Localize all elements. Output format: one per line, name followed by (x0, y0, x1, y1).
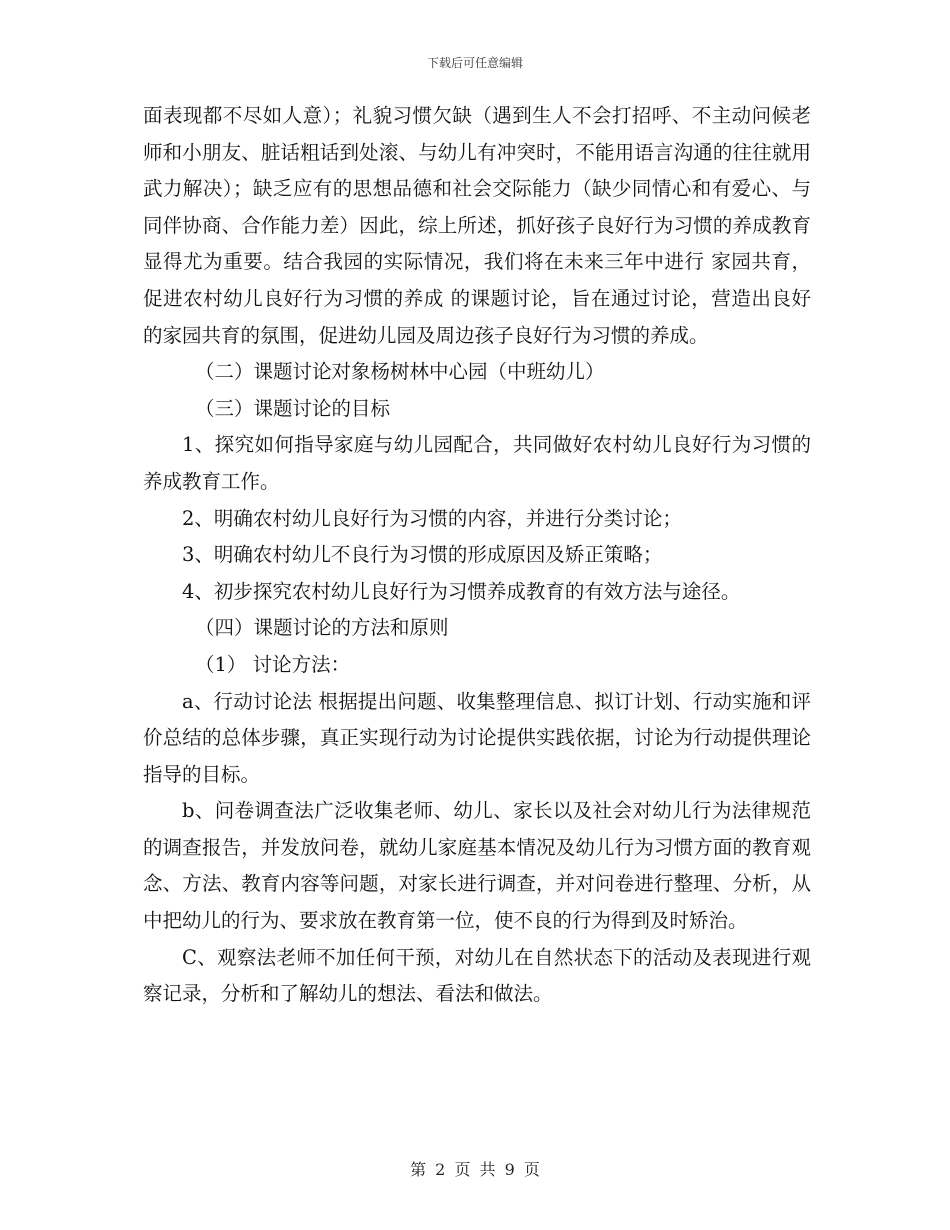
subheading-research-methods: （1） 讨论方法： (195, 652, 351, 676)
method-action-research: a、行动讨论法 根据提出问题、收集整理信息、拟订计划、行动实施和评价总结的总体步骤，真正实现行动为讨论提供实践依据，讨论为行动提供理论指导的目标。 (143, 689, 811, 786)
page-header-note: 下载后可任意编辑 (426, 56, 523, 70)
goal-item-4: 4、初步探究农村幼儿良好行为习惯养成教育的有效方法与途径。 (182, 579, 741, 603)
document-body (143, 98, 811, 1013)
goal-item-1: 1、探究如何指导家庭与幼儿园配合，共同做好农村幼儿良好行为习惯的养成教育工作。 (143, 433, 811, 493)
paragraph-intro-continued: 面表现都不尽如人意）；礼貌习惯欠缺（遇到生人不会打招呼、不主动问候老师和小朋友、脏话粗话到处滚、与幼儿有冲突时，不能用语言沟通的往往就用武力解决）；缺乏应有的思想品德和社会交际能力（缺少同情心和有爱心、与同伴协商、合作能力差）因此，综上所述，抓好孩子良好行为习惯的养成教育显得尤为重要。结合我园的实际情况，我们将在未来三年中进行 家园共育，促进农村幼儿良好行为习惯的养成 的课题讨论，旨在通过讨论，营造出良好的家园共育的氛围，促进幼儿园及周边孩子良好行为习惯的养成。 (143, 104, 811, 347)
method-observation: C、观察法老师不加任何干预，对幼儿在自然状态下的活动及表现进行观察记录，分析和了解幼儿的想法、看法和做法。 (143, 945, 811, 1006)
goal-item-2: 2、明确农村幼儿良好行为习惯的内容，并进行分类讨论； (182, 506, 682, 530)
section-heading-research-goals: （三）课题讨论的目标 (195, 396, 391, 420)
page-number-footer: 第 2 页 共 9 页 (410, 1160, 540, 1179)
method-questionnaire: b、问卷调查法广泛收集老师、幼儿、家长以及社会对幼儿行为法律规范的调查报告，并发放问卷，就幼儿家庭基本情况及幼儿行为习惯方面的教育观念、方法、教育内容等问题，对家长进行调查，并对问卷进行整理、分析，从中把幼儿的行为、要求放在教育第一位，使不良的行为得到及时矫治。 (143, 799, 811, 933)
goal-item-3: 3、明确农村幼儿不良行为习惯的形成原因及矫正策略； (182, 543, 663, 567)
section-heading-methods: （四）课题讨论的方法和原则 (195, 616, 449, 640)
section-heading-research-subject: （二）课题讨论对象杨树林中心园（中班幼儿） (195, 360, 605, 384)
